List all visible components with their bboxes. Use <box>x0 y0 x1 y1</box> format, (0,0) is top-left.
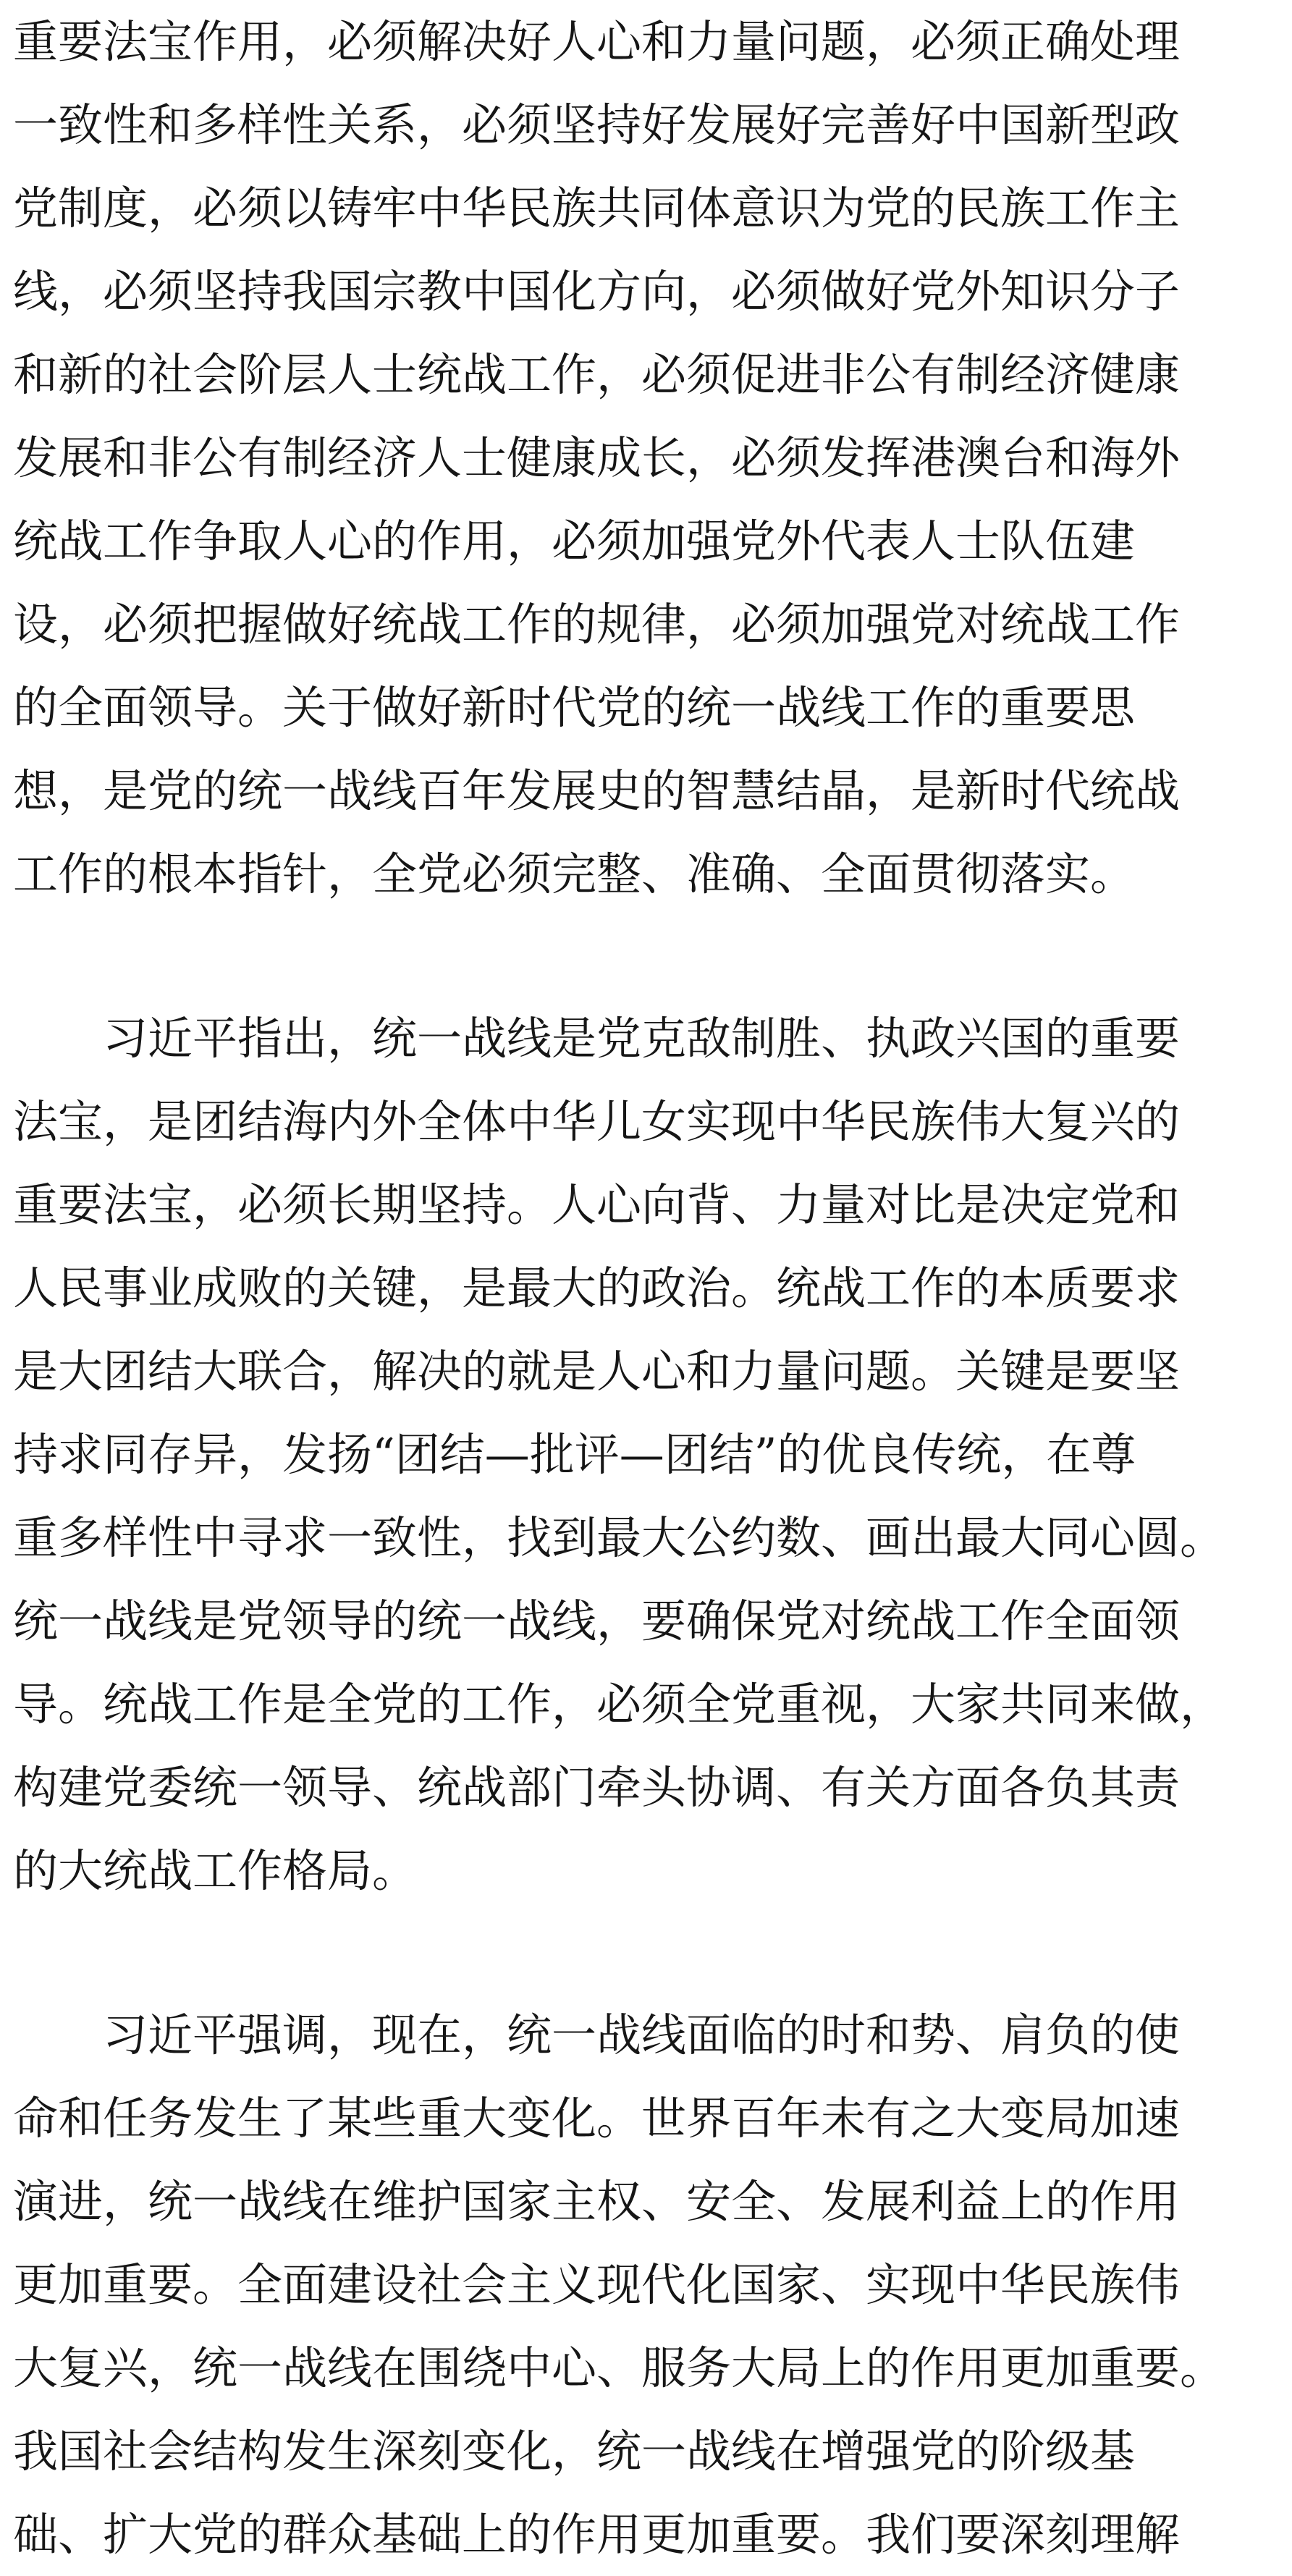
paragraph-1 <box>13 0 1286 916</box>
text-line: 命和任务发生了某些重大变化。世界百年未有之大变局加速 <box>13 2092 1181 2145</box>
paragraph-3 <box>13 1993 1286 2576</box>
text-line: 工作的根本指针，全党必须完整、准确、全面贯彻落实。 <box>13 848 1136 900</box>
text-line: 础、扩大党的群众基础上的作用更加重要。我们要深刻理解 <box>13 2508 1181 2561</box>
text-line: 重要法宝作用，必须解决好人心和力量问题，必须正确处理 <box>13 15 1181 68</box>
text-line: 和新的社会阶层人士统战工作，必须促进非公有制经济健康 <box>13 348 1181 401</box>
text-line: 习近平指出，统一战线是党克敌制胜、执政兴国的重要 <box>103 1012 1181 1065</box>
text-line: 一致性和多样性关系，必须坚持好发展好完善好中国新型政 <box>13 98 1181 151</box>
text-line: 大复兴，统一战线在围绕中心、服务大局上的作用更加重要。 <box>13 2341 1225 2394</box>
text-line: 构建党委统一领导、统战部门牵头协调、有关方面各负其责 <box>13 1761 1181 1814</box>
text-line: 习近平强调，现在，统一战线面临的时和势、肩负的使 <box>103 2009 1181 2061</box>
paragraph-2 <box>13 997 1286 1912</box>
text-line: 的大统战工作格局。 <box>13 1844 418 1897</box>
text-line: 重要法宝，必须长期坚持。人心向背、力量对比是决定党和 <box>13 1178 1181 1231</box>
text-line: 统一战线是党领导的统一战线，要确保党对统战工作全面领 <box>13 1595 1181 1647</box>
text-line: 导。统战工作是全党的工作，必须全党重视，大家共同来做， <box>13 1678 1225 1731</box>
text-line: 重多样性中寻求一致性，找到最大公约数、画出最大同心圆。 <box>13 1511 1225 1564</box>
text-line: 统战工作争取人心的作用，必须加强党外代表人士队伍建 <box>13 515 1136 567</box>
text-line: 线，必须坚持我国宗教中国化方向，必须做好党外知识分子 <box>13 265 1181 318</box>
text-line: 的全面领导。关于做好新时代党的统一战线工作的重要思 <box>13 681 1136 734</box>
text-line: 发展和非公有制经济人士健康成长，必须发挥港澳台和海外 <box>13 431 1181 484</box>
text-line: 党制度，必须以铸牢中华民族共同体意识为党的民族工作主 <box>13 182 1181 235</box>
text-line: 更加重要。全面建设社会主义现代化国家、实现中华民族伟 <box>13 2258 1181 2311</box>
text-line: 法宝，是团结海内外全体中华儿女实现中华民族伟大复兴的 <box>13 1095 1181 1148</box>
text-line: 演进，统一战线在维护国家主权、安全、发展利益上的作用 <box>13 2175 1181 2228</box>
text-line: 想，是党的统一战线百年发展史的智慧结晶，是新时代统战 <box>13 764 1181 817</box>
text-line: 人民事业成败的关键，是最大的政治。统战工作的本质要求 <box>13 1262 1181 1314</box>
text-line: 我国社会结构发生深刻变化，统一战线在增强党的阶级基 <box>13 2425 1136 2478</box>
text-line: 持求同存异，发扬“团结—批评—团结”的优良传统，在尊 <box>13 1428 1136 1481</box>
text-line: 设，必须把握做好统战工作的规律，必须加强党对统战工作 <box>13 598 1181 651</box>
text-line: 是大团结大联合，解决的就是人心和力量问题。关键是要坚 <box>13 1345 1181 1398</box>
